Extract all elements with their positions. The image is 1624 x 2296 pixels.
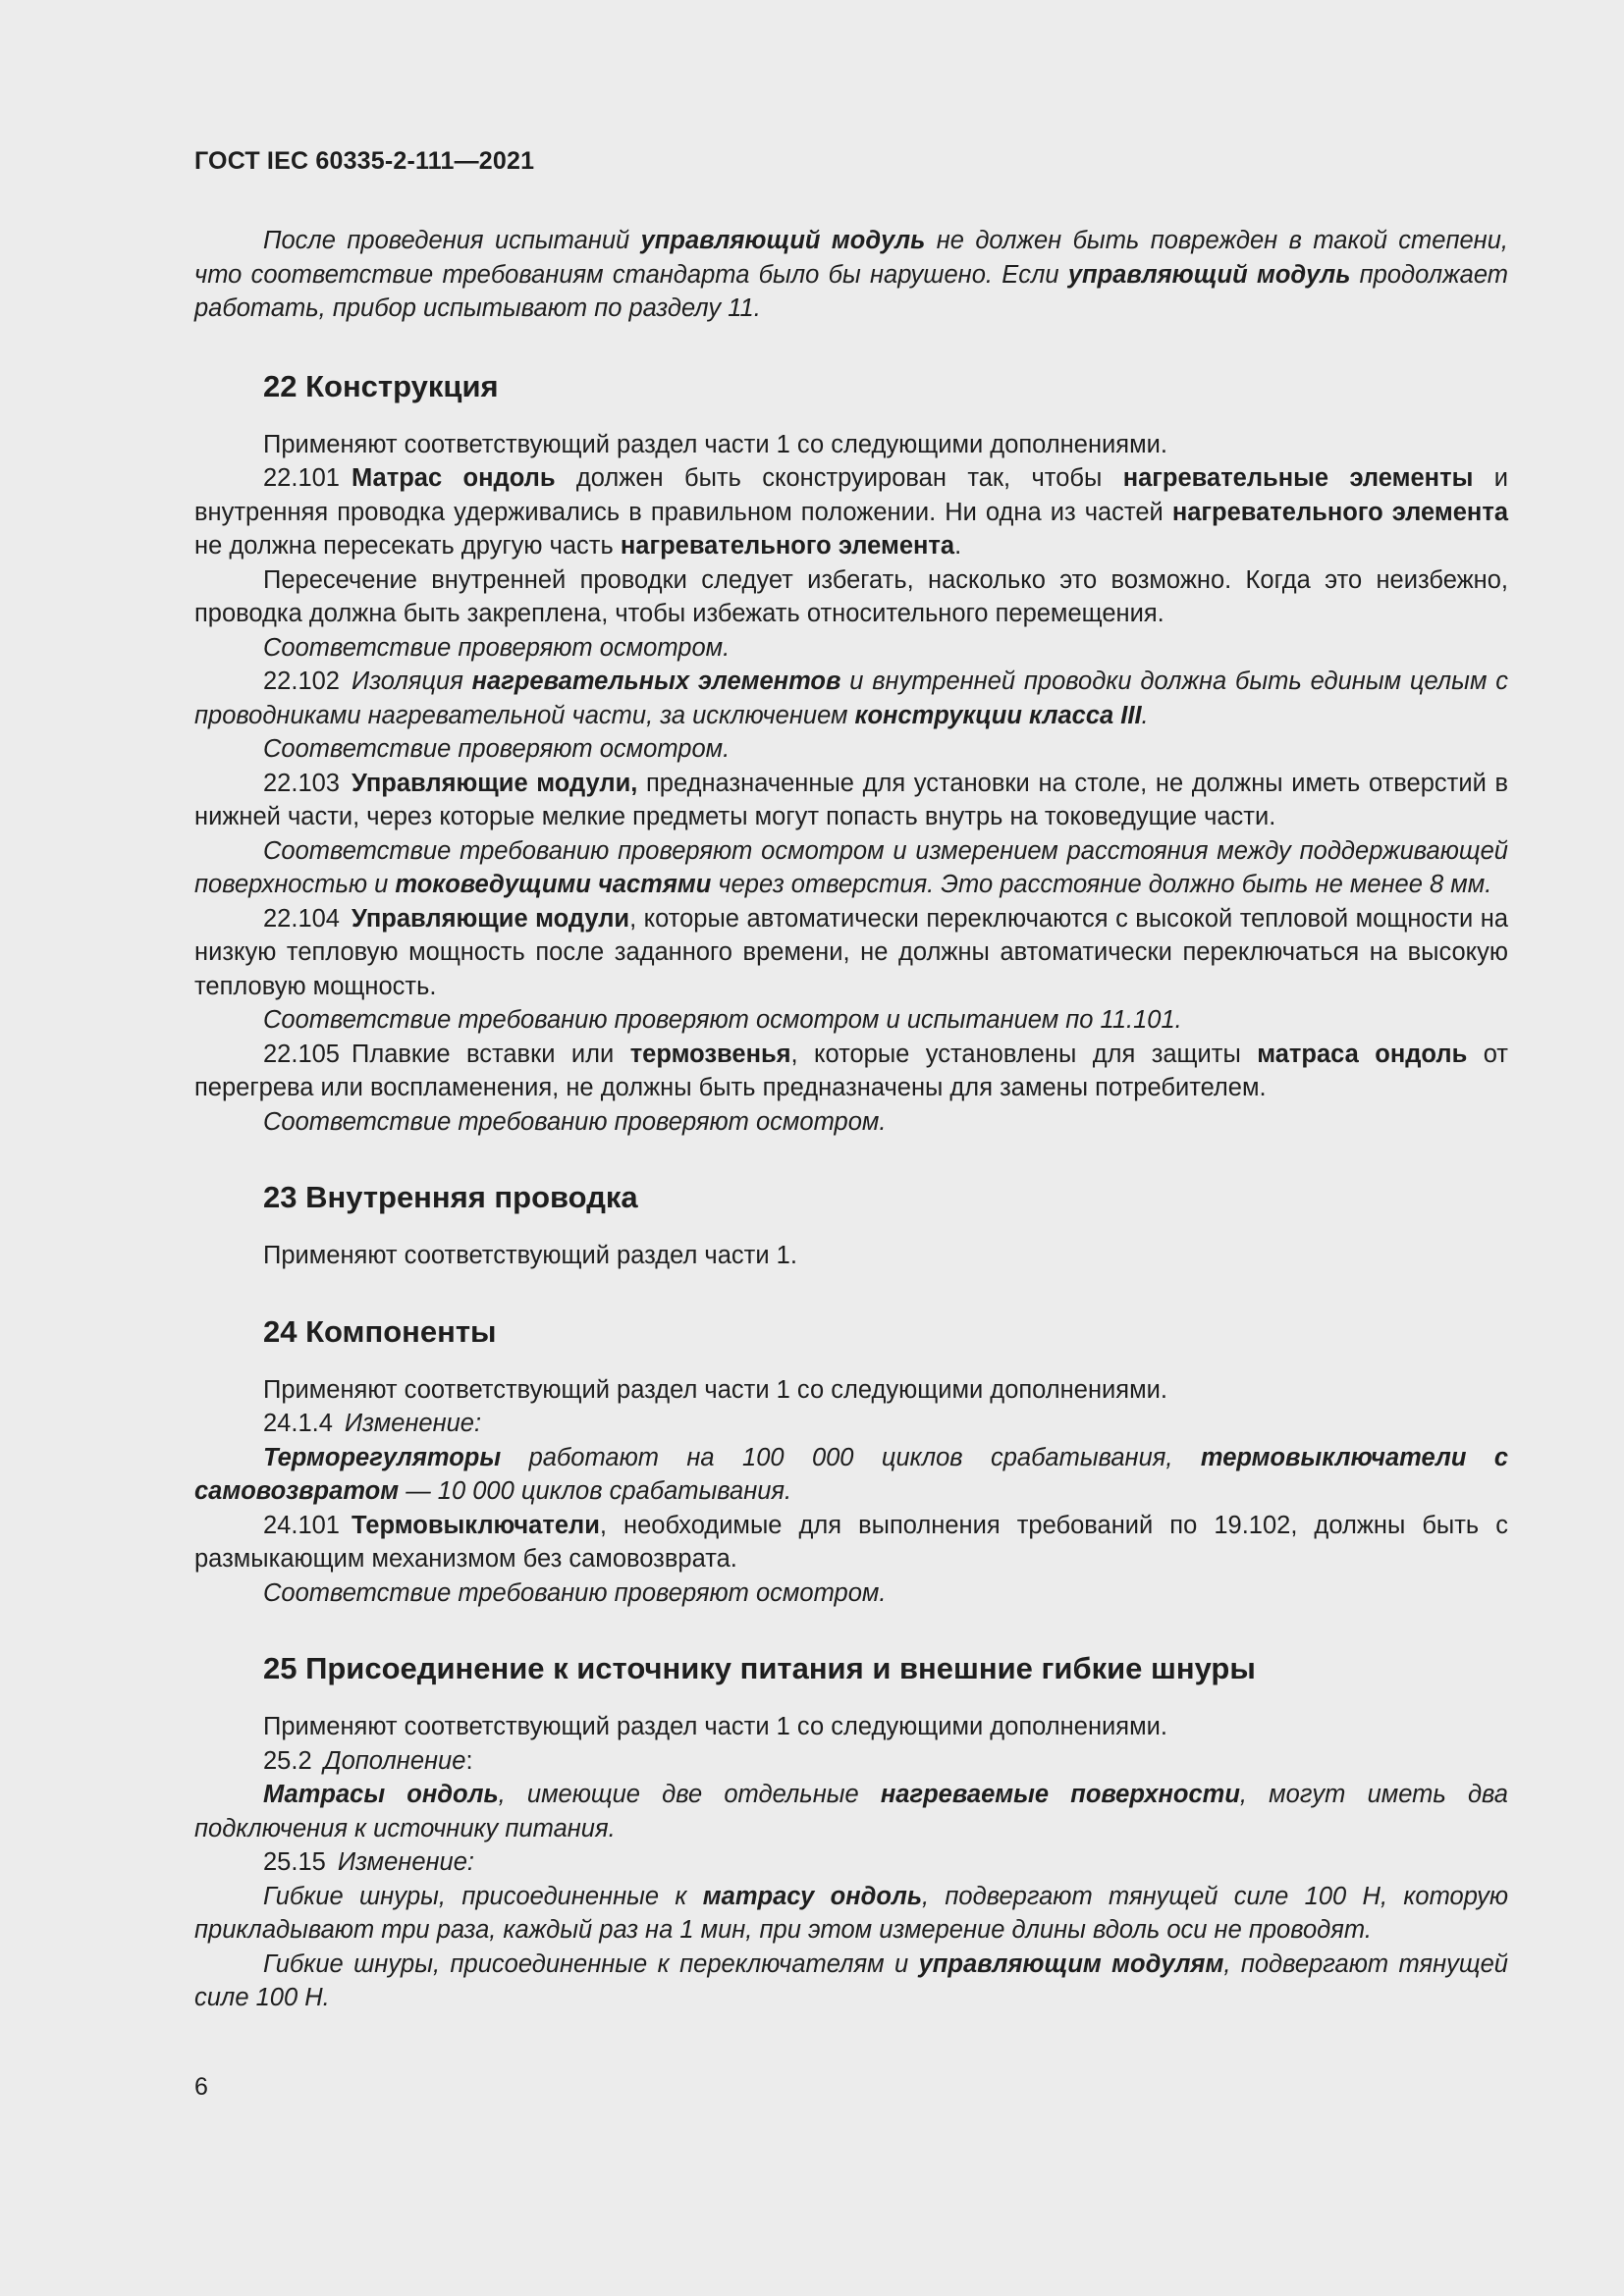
compliance-check: Соответствие проверяют осмотром. [263, 735, 731, 763]
clause-22-105 [194, 1038, 1508, 1105]
text: , могут иметь два подключения к источнику питания. [194, 1781, 1508, 1842]
paragraph: Применяют соответствующий раздел части 1 со следующими дополнениями. [263, 1375, 1167, 1404]
clause-label: Изменение: [344, 1410, 482, 1437]
term: нагреваемые поверхности [880, 1781, 1240, 1808]
term: матрасу ондоль [702, 1882, 922, 1910]
text: не должна пересекать другую часть [194, 532, 621, 560]
text: : [465, 1746, 473, 1775]
compliance-check: Соответствие требованию проверяют осмотром и испытанием по 11.101. [263, 1006, 1182, 1034]
text: от перегрева или воспламенения, не должны быть предназначены для замены потребителем. [194, 1040, 1508, 1101]
clause-number: 25.2 [263, 1746, 312, 1775]
term: нагревательного элемента [1171, 498, 1509, 526]
modification-text [194, 1880, 1508, 1948]
page-number: 6 [194, 2073, 208, 2101]
text: , подвергают тянущей силе 100 Н. [194, 1949, 1508, 2011]
modification-text [194, 1441, 1508, 1509]
document-header: ГОСТ IEC 60335-2-111—2021 [194, 147, 535, 175]
clause-number: 24.1.4 [263, 1410, 333, 1437]
compliance-check: Соответствие требованию проверяют осмотром. [263, 1107, 887, 1136]
text: . [1141, 701, 1149, 729]
text: . [954, 532, 962, 560]
text: Гибкие шнуры, присоединенные к переключателям и [263, 1949, 919, 1978]
text: продолжает работать, прибор испытывают по разделу 11. [194, 260, 1508, 322]
section-22-heading: 22 Конструкция [263, 368, 499, 403]
clause-number: 22.104 [263, 904, 340, 933]
text: После проведения испытаний [263, 227, 641, 254]
section-24-heading: 24 Компоненты [263, 1313, 497, 1349]
term: Управляющие модули [352, 904, 630, 933]
modification-text [194, 1948, 1508, 2015]
term: управляющим модулям [918, 1949, 1224, 1978]
term: Терморегуляторы [263, 1443, 502, 1471]
text: , имеющие две отдельные [498, 1781, 881, 1808]
compliance-check [194, 834, 1508, 902]
addition-text [194, 1778, 1508, 1845]
compliance-check: Соответствие требованию проверяют осмотром. [263, 1578, 887, 1607]
clause-number: 24.101 [263, 1511, 340, 1539]
page-content [194, 224, 1508, 2015]
text: , которые автоматически переключаются с высокой тепловой мощности на низкую тепловую мощность после заданного времени, не должны автоматически переключаться на высокую тепловую мощность. [194, 904, 1508, 1000]
clause-24-1-4 [194, 1407, 1508, 1441]
text: , подвергают тянущей силе 100 Н, которую прикладывают три раза, каждый раз на 1 мин, при этом измерение длины вдоль оси не проводят. [194, 1882, 1508, 1944]
clause-label: Изменение: [337, 1848, 474, 1876]
term: термовыключатели с самовозвратом [194, 1443, 1508, 1505]
clause-22-101 [194, 461, 1508, 563]
clause-number: 25.15 [263, 1848, 326, 1876]
clause-22-104 [194, 902, 1508, 1004]
clause-22-102 [194, 665, 1508, 732]
clause-number: 22.103 [263, 769, 340, 797]
intro-paragraph [194, 224, 1508, 326]
text: Изоляция [352, 667, 472, 695]
term: Управляющие модули, [352, 769, 638, 797]
term: токоведущими частями [395, 871, 712, 898]
term: конструкции класса III [854, 701, 1142, 729]
term: управляющий модуль [640, 227, 926, 254]
term: Матрас ондоль [352, 464, 556, 492]
clause-25-15 [194, 1845, 1508, 1880]
paragraph: Применяют соответствующий раздел части 1. [263, 1242, 797, 1269]
paragraph: Применяют соответствующий раздел части 1 со следующими дополнениями. [263, 430, 1167, 458]
text: и внутренняя проводка удерживались в правильном положении. Ни одна из частей [194, 464, 1508, 526]
term: матраса ондоль [1257, 1040, 1468, 1068]
term: Матрасы ондоль [263, 1781, 499, 1808]
text: , необходимые для выполнения требований по 19.102, должны быть с размыкающим механизмом без самовозврата. [194, 1511, 1508, 1573]
term: нагревательные элементы [1122, 464, 1474, 492]
compliance-check: Соответствие проверяют осмотром. [263, 633, 731, 662]
term: нагревательных элементов [471, 667, 841, 695]
term: термозвенья [629, 1040, 791, 1068]
section-25-heading: 25 Присоединение к источнику питания и внешние гибкие шнуры [263, 1651, 1256, 1685]
text: не должен быть поврежден в такой степени, что соответствие требованиям стандарта было бы нарушено. Если [194, 227, 1508, 289]
text: Плавкие вставки или [352, 1040, 630, 1068]
clause-number: 22.101 [263, 464, 340, 492]
text: должен быть сконструирован так, чтобы [555, 464, 1123, 492]
clause-22-103 [194, 767, 1508, 834]
clause-number: 22.105 [263, 1040, 340, 1068]
text: — 10 000 циклов срабатывания. [399, 1477, 792, 1505]
section-23-heading: 23 Внутренняя проводка [263, 1180, 638, 1214]
term: нагревательного элемента [620, 532, 955, 560]
paragraph: Пересечение внутренней проводки следует избегать, насколько это возможно. Когда это неизбежно, проводка должна быть закреплена, чтобы избежать относительного перемещения. [194, 565, 1508, 627]
term: управляющий модуль [1067, 260, 1351, 289]
text: через отверстия. Это расстояние должно быть не менее 8 мм. [711, 871, 1492, 898]
clause-number: 22.102 [263, 667, 340, 695]
paragraph: Применяют соответствующий раздел части 1 со следующими дополнениями. [263, 1713, 1167, 1740]
text: работают на 100 000 циклов срабатывания, [501, 1443, 1201, 1471]
text: Гибкие шнуры, присоединенные к [263, 1882, 703, 1910]
text: и внутренней проводки должна быть единым целым с проводниками нагревательной части, за исключением [194, 667, 1508, 729]
text: предназначенные для установки на столе, не должны иметь отверстий в нижней части, через которые мелкие предметы могут попасть внутрь на токоведущие части. [194, 769, 1508, 830]
text: Соответствие требованию проверяют осмотром и измерением расстояния между поддерживающей поверхностью и [194, 836, 1508, 898]
text: , которые установлены для защиты [790, 1040, 1258, 1068]
term: Термовыключатели [352, 1511, 600, 1539]
clause-24-101 [194, 1509, 1508, 1576]
clause-label: Дополнение [323, 1746, 466, 1775]
clause-25-2 [194, 1744, 1508, 1779]
